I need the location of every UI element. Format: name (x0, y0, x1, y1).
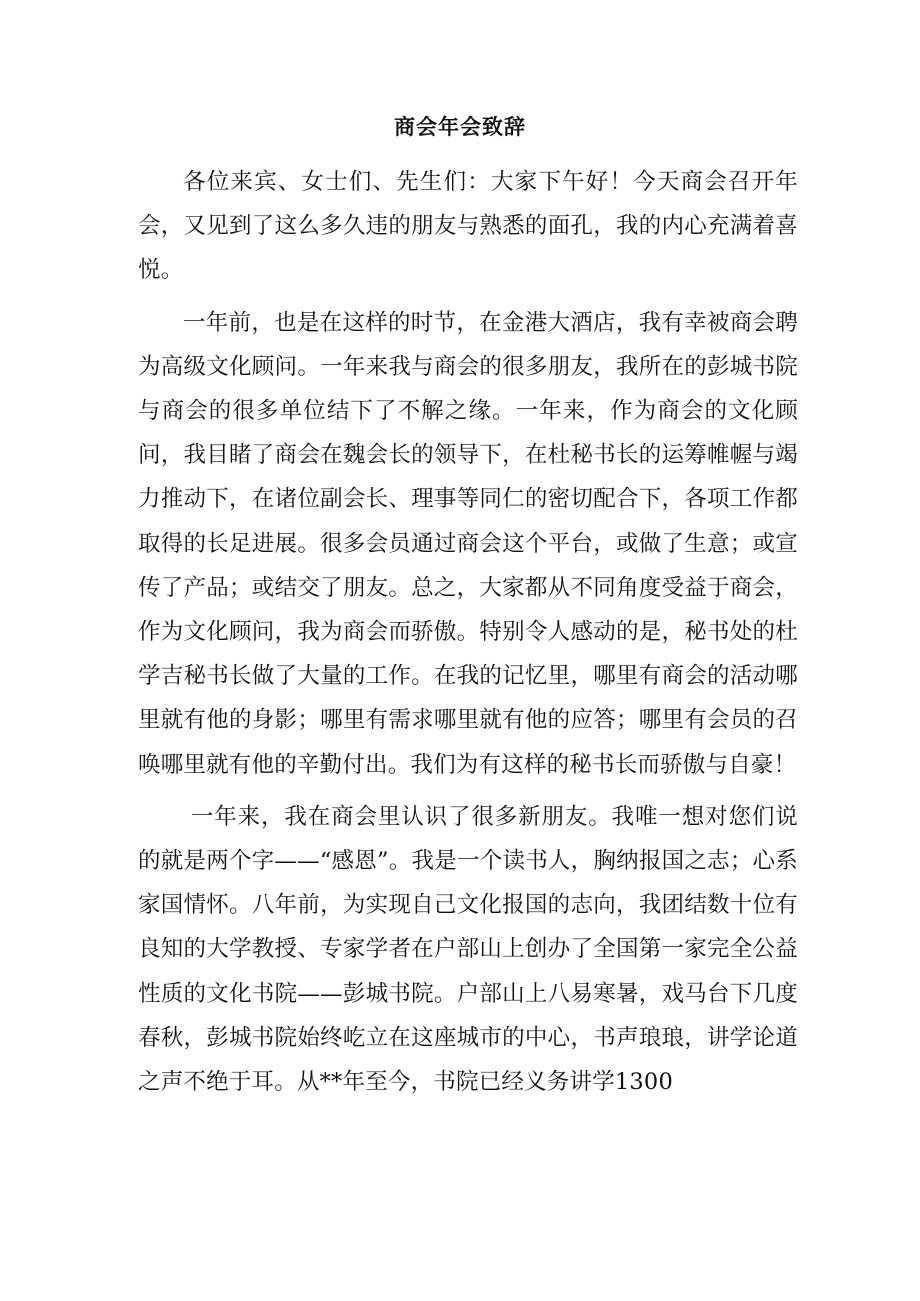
paragraph-past-year: 一年前，也是在这样的时节，在金港大酒店，我有幸被商会聘为高级文化顾问。一年来我与商会的很多朋友，我所在的彭城书院与商会的很多单位结下了不解之缘。一年来，作为商会的文化顾问，我目睹了商会在魏会长的领导下，在杜秘书长的运筹帷幄与竭力推动下，在诸位副会长、理事等同仁的密切配合下，各项工作都取得的长足进展。很多会员通过商会这个平台，或做了生意；或宣传了产品；或结交了朋友。总之，大家都从不同角度受益于商会，作为文化顾问，我为商会而骄傲。特别令人感动的是，秘书处的杜学吉秘书长做了大量的工作。在我的记忆里，哪里有商会的活动哪里就有他的身影；哪里有需求哪里就有他的应答；哪里有会员的召唤哪里就有他的辛勤付出。我们为有这样的秘书长而骄傲与自豪！ (138, 309, 798, 778)
paragraph-gratitude: 一年来，我在商会里认识了很多新朋友。我唯一想对您们说的就是两个字——“感恩”。我是一个读书人，胸纳报国之志；心系家国情怀。八年前，为实现自己文化报国的志向，我团结数十位有良知的大学教授、专家学者在户部山上创办了全国第一家完全公益性质的文化书院——彭城书院。户部山上八易寒暑，戏马台下几度春秋，彭城书院始终屹立在这座城市的中心，书声琅琅，讲学论道之声不绝于耳。从**年至今，书院已经义务讲学1300 (138, 803, 798, 1096)
paragraph-greeting: 各位来宾、女士们、先生们：大家下午好！今天商会召开年会，又见到了这么多久违的朋友与熟悉的面孔，我的内心充满着喜悦。 (138, 169, 798, 284)
document-body (138, 160, 798, 1112)
document-title: 商会年会致辞 (394, 115, 526, 139)
